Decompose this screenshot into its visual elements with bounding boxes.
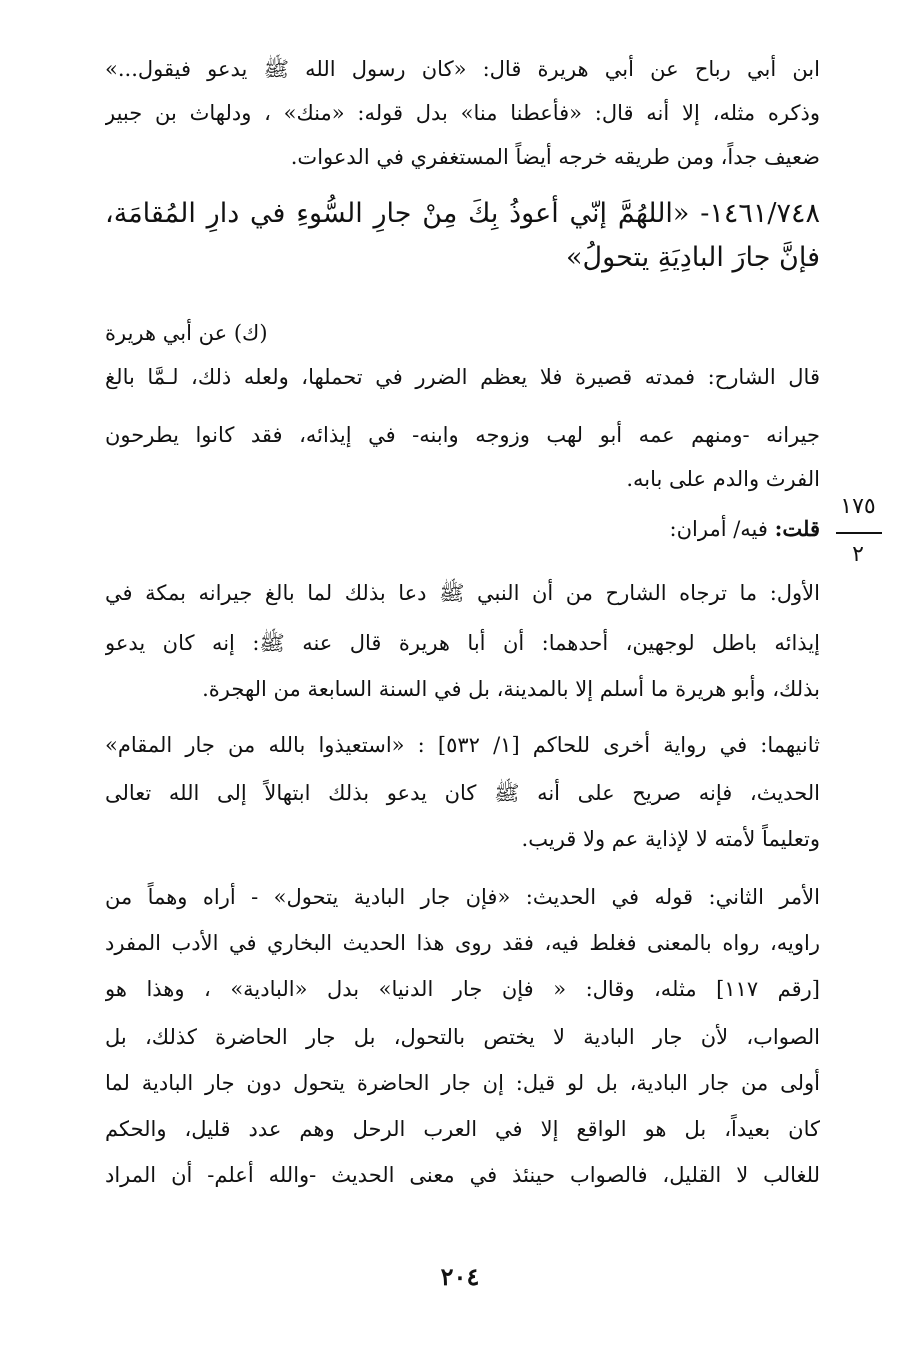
- hadith-text: فإنَّ جارَ البادِيَةِ يتحولُ»: [566, 242, 820, 273]
- first-matter-line: إيذائه باطل لوجهين، أحدهما: أن أبا هريرة قال عنه ﷺ: إنه كان يدعو: [105, 631, 820, 655]
- second-matter-line: للغالب لا القليل، فالصواب حينئذ في معنى الحديث -والله أعلم- أن المراد: [105, 1163, 820, 1187]
- page-number: ٢٠٤: [440, 1262, 480, 1291]
- hadith-source: (ك) عن أبي هريرة: [105, 321, 268, 345]
- qultu-label: قلت:: [774, 516, 820, 541]
- first-matter-line: بذلك، وأبو هريرة ما أسلم إلا بالمدينة، بل في السنة السابعة من الهجرة.: [202, 677, 820, 701]
- second-matter-line: كان بعيداً، بل هو الواقع إلا في العرب الرحل وهم عدد قليل، والحكم: [105, 1117, 820, 1141]
- second-matter-line: راويه، رواه بالمعنى فغلط فيه، فقد روى هذا الحديث البخاري في الأدب المفرد: [105, 931, 820, 955]
- commentary-line: الفرث والدم على بابه.: [626, 467, 820, 491]
- second-reason-line: ثانيهما: في رواية أخرى للحاكم [١/ ٥٣٢] : «استعيذوا بالله من جار المقام»: [105, 733, 820, 757]
- text-line: ابن أبي رباح عن أبي هريرة قال: «كان رسول الله ﷺ يدعو فيقول...»: [105, 57, 820, 81]
- margin-reference-bottom: ٢: [852, 542, 864, 567]
- text-line: وذكره مثله، إلا أنه قال: «فأعطنا منا» بدل قوله: «منك» ، ودلهاث بن جبير: [105, 101, 820, 125]
- qultu-heading: [105, 512, 820, 546]
- second-reason-line: وتعليماً لأمته لا لإذاية عم ولا قريب.: [521, 827, 820, 851]
- second-matter-line: أولى من جار البادية، بل لو قيل: إن جار الحاضرة يتحول دون جار البادية لما: [105, 1071, 820, 1095]
- qultu-text: فيه/ أمران:: [669, 517, 768, 541]
- text-line: ضعيف جداً، ومن طريقه خرجه أيضاً المستغفري في الدعوات.: [290, 145, 820, 169]
- commentary-line: قال الشارح: فمدته قصيرة فلا يعظم الضرر في تحملها، ولعله ذلك، لـمَّا بالغ: [105, 365, 820, 389]
- hadith-text: ١٤٦١/٧٤٨- «اللهُمَّ إنّي أعوذُ بِكَ مِنْ جارِ السُّوءِ في دارِ المُقامَة،: [105, 198, 820, 229]
- commentary-line: جيرانه -ومنهم عمه أبو لهب وزوجه وابنه- في إيذائه، فقد كانوا يطرحون: [105, 423, 820, 447]
- margin-divider: [836, 532, 882, 534]
- second-matter-line: الأمر الثاني: قوله في الحديث: «فإن جار البادية يتحول» - أراه وهماً من: [105, 885, 820, 909]
- first-matter-line: الأول: ما ترجاه الشارح من أن النبي ﷺ دعا بذلك لما بالغ جيرانه بمكة في: [105, 581, 820, 605]
- second-matter-line: [رقم ١١٧] مثله، وقال: « فإن جار الدنيا» بدل «البادية» ، وهذا هو: [105, 977, 820, 1001]
- second-reason-line: الحديث، فإنه صريح على أنه ﷺ كان يدعو بذلك ابتهالاً إلى الله تعالى: [105, 781, 820, 805]
- margin-reference-top: ١٧٥: [840, 494, 876, 519]
- second-matter-line: الصواب، لأن جار البادية لا يختص بالتحول، بل جار الحاضرة كذلك، بل: [105, 1025, 820, 1049]
